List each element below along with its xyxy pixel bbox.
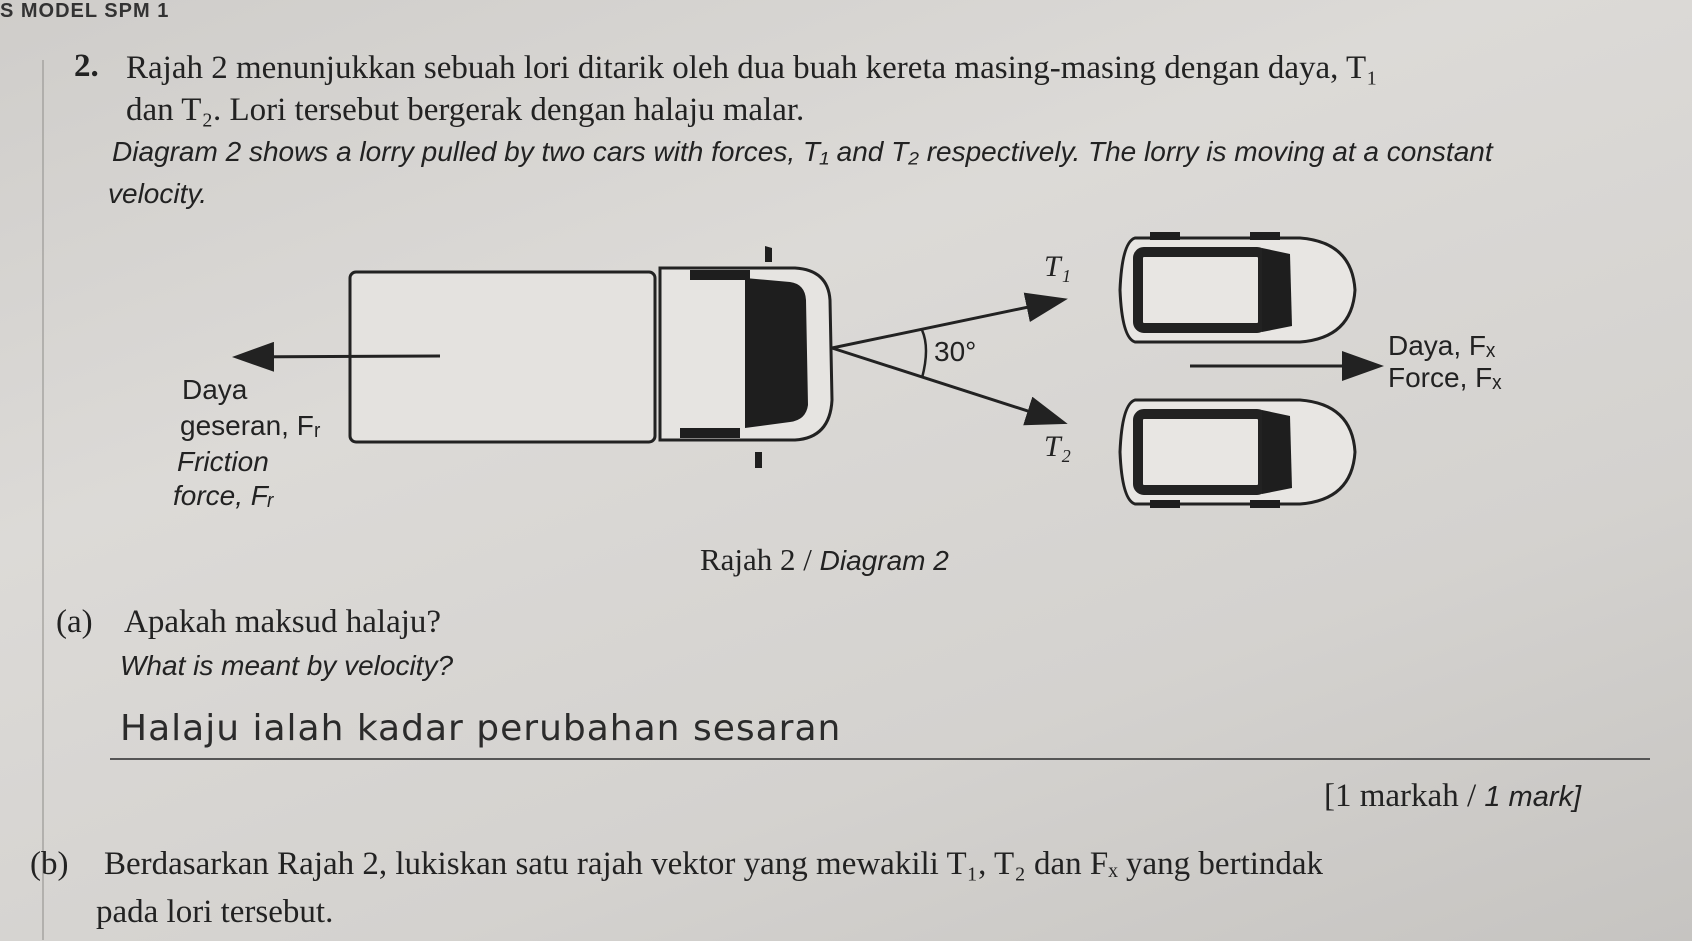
- part-a-label: (a): [56, 604, 93, 640]
- label-t1: T₁: [1044, 250, 1072, 283]
- part-b-question-ms-2: pada lori tersebut.: [96, 894, 334, 930]
- friction-arrow: [238, 356, 440, 357]
- part-a-question-en: What is meant by velocity?: [120, 650, 454, 681]
- mark-en: 1 mark]: [1484, 781, 1582, 813]
- label-daya-fx: Daya, Fₓ: [1388, 330, 1496, 361]
- caption-en: Diagram 2: [819, 545, 949, 576]
- question-stem-en-1: Diagram 2 shows a lorry pulled by two cars with forces, T₁ and T₂ respectively. The lorry is moving at a constant: [112, 136, 1493, 167]
- question-stem-ms-1: Rajah 2 menunjukkan sebuah lori ditarik oleh dua buah kereta masing-masing dengan daya, T₁: [126, 50, 1378, 86]
- label-t2: T₂: [1044, 430, 1072, 463]
- figure-caption: [700, 542, 949, 578]
- label-friction-en-2: force, Fᵣ: [173, 480, 274, 511]
- question-stem-en-2: velocity.: [108, 178, 208, 209]
- page-header: S MODEL SPM 1: [0, 0, 170, 22]
- angle-arc: [922, 330, 926, 378]
- label-friction-en-1: Friction: [177, 446, 269, 477]
- label-friction-ms-2: geseran, Fᵣ: [180, 410, 321, 441]
- question-number: 2.: [74, 48, 99, 84]
- label-force-fx: Force, Fₓ: [1388, 362, 1502, 393]
- mark-ms: [1 markah /: [1324, 778, 1485, 814]
- part-a-mark: [1324, 778, 1581, 815]
- answer-line: [110, 758, 1650, 760]
- part-a-question-ms: Apakah maksud halaju?: [124, 604, 442, 640]
- part-b-label: (b): [30, 846, 69, 882]
- caption-ms: Rajah 2 /: [700, 542, 820, 577]
- question-stem-ms-2: dan T₂. Lori tersebut bergerak dengan halaju malar.: [126, 92, 805, 128]
- label-friction-ms-1: Daya: [182, 374, 248, 405]
- car-top: [1120, 232, 1355, 342]
- part-b-question-ms-1: Berdasarkan Rajah 2, lukiskan satu rajah vektor yang mewakili T₁, T₂ dan Fₓ yang bertindak: [104, 846, 1324, 882]
- angle-label: 30°: [934, 336, 977, 367]
- car-bottom: [1120, 400, 1355, 508]
- lorry-cab: [660, 246, 832, 468]
- part-a-handwritten-answer: Halaju ialah kadar perubahan sesaran: [120, 708, 842, 749]
